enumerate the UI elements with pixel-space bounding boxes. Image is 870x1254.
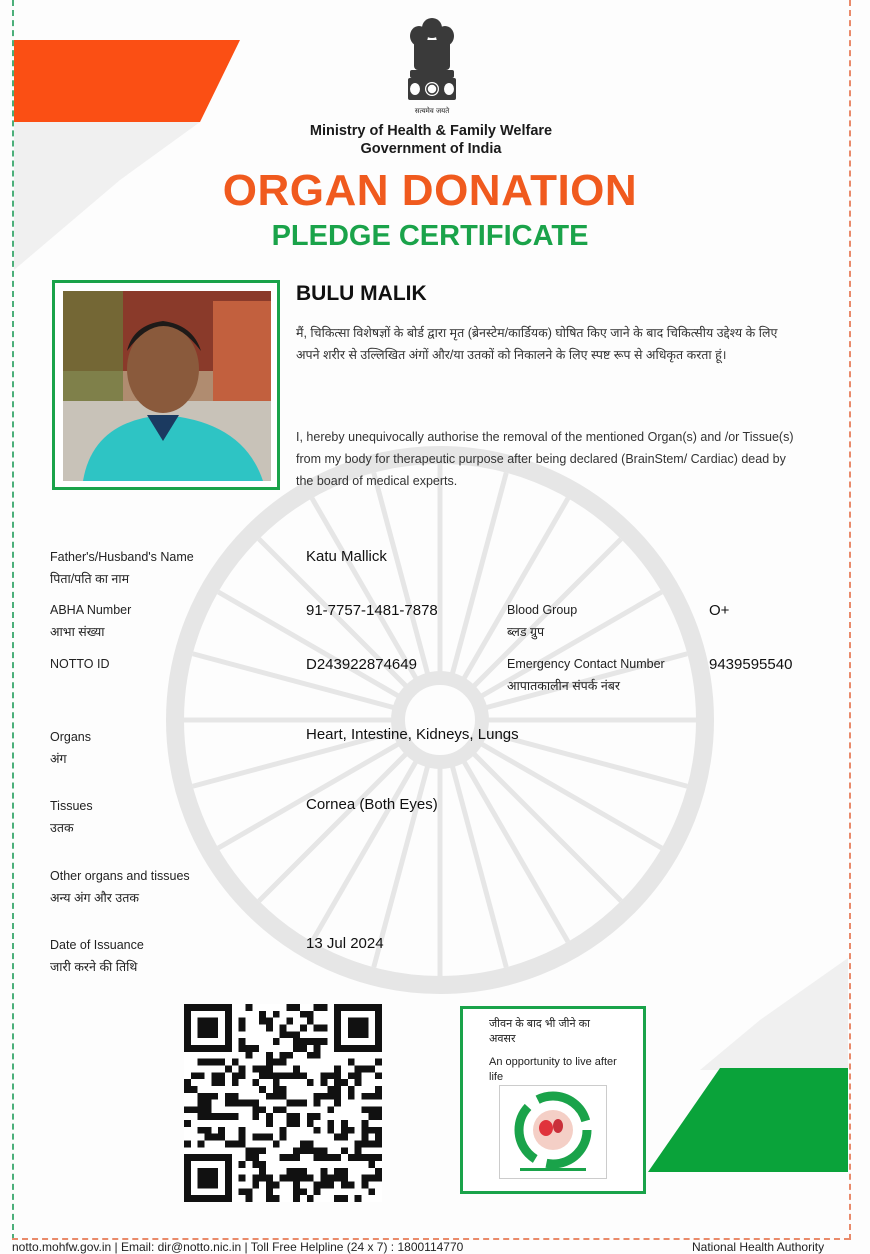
motto-box [460,1006,646,1194]
national-emblem-icon [402,14,462,118]
motto-english: An opportunity to live after life [489,1056,617,1083]
blood-group-value: O+ [709,602,730,619]
other-organs-label: Other organs and tissues अन्य अंग और उतक [50,869,190,905]
emblem-motto: सत्यमेव जयते [414,107,450,115]
pledger-name: BULU MALIK [296,282,427,305]
father-label: Father's/Husband's Name पिता/पति का नाम [50,550,194,586]
tissues-value: Cornea (Both Eyes) [306,796,438,813]
notto-id-value: D243922874649 [306,656,417,673]
father-value: Katu Mallick [306,548,387,565]
declaration-hindi: मैं, चिकित्सा विशेषज्ञों के बोर्ड द्वारा मृत (ब्रेनस्टेम/कार्डियक) घोषित किए जाने के बाद चिकित्सीय उद्देश्य के लिए अपने शरीर से उल्लिखित अंगों और/या उतकों को निकालने के लिए स्पष्ट रूप से अधिकृत करता हूं। [296,326,778,362]
photo-frame [52,280,280,490]
notto-id-label: NOTTO ID [50,657,110,671]
pledger-photo [63,291,271,481]
notto-logo-icon [500,1086,606,1178]
emergency-contact-value: 9439595540 [709,656,793,673]
footer-authority: National Health Authority [692,1240,825,1254]
date-of-issuance-value: 13 Jul 2024 [306,935,384,952]
right-border [849,0,851,1240]
qr-code[interactable] [184,1004,382,1202]
abha-label: ABHA Number आभा संख्या [50,603,132,639]
certificate-subtitle: PLEDGE CERTIFICATE [271,220,589,252]
left-border [12,0,14,1240]
abha-value: 91-7757-1481-7878 [306,602,438,619]
notto-logo-frame [499,1085,607,1179]
date-of-issuance-label: Date of Issuance जारी करने की तिथि [50,938,144,974]
ministry-heading [200,122,662,158]
footer-contact: notto.mohfw.gov.in | Email: dir@notto.nic.in | Toll Free Helpline (24 x 7) : 1800114770 [12,1240,464,1254]
certificate-title: ORGAN DONATION [222,166,638,215]
tissues-label: Tissues उतक [50,799,93,835]
blood-group-label: Blood Group ब्लड ग्रुप [507,603,578,639]
organs-label: Organs अंग [50,730,91,766]
government-name: Government of India [360,141,502,157]
declaration-english: I, hereby unequivocally authorise the removal of the mentioned Organ(s) and /or Tissue(s) from my body for therapeutic purpose after being declared (BrainStem/ Cardiac) dead by the board of medical experts. [296,430,794,488]
organs-value: Heart, Intestine, Kidneys, Lungs [306,726,519,743]
motto-hindi: जीवन के बाद भी जीने का अवसर [489,1018,590,1045]
emergency-contact-label: Emergency Contact Number आपातकालीन संपर्क नंबर [507,657,665,693]
ashoka-chakra-watermark [160,440,720,1000]
ministry-name: Ministry of Health & Family Welfare [309,123,553,139]
